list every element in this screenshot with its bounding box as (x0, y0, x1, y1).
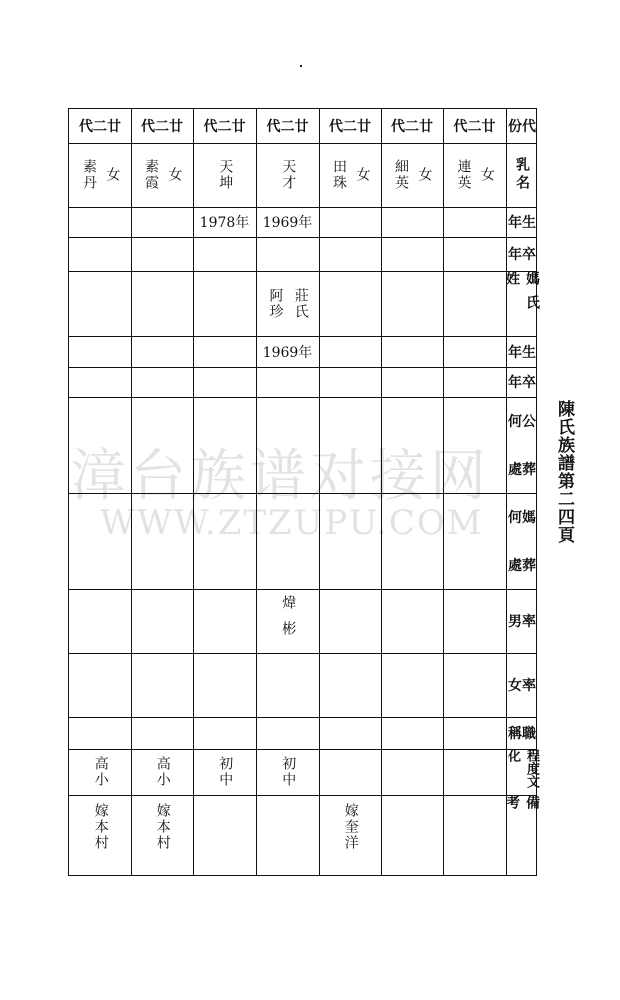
page-side-title: 陳氏族譜第二四頁 (554, 400, 574, 544)
spouse-given: 阿珍 (267, 287, 284, 320)
name-suffix: 女 (416, 167, 433, 183)
name-cell-7 (443, 143, 506, 207)
header-gen-1: 代二廿 (79, 119, 121, 135)
label-sons: 男率 (508, 614, 536, 630)
header-gen-3: 代二廿 (203, 119, 246, 135)
genealogy-table (68, 108, 540, 876)
name-given: 田珠 (331, 159, 347, 191)
spouse-cell (256, 271, 319, 336)
name-cell-6 (381, 143, 443, 207)
label-mother-birth: 年生 (508, 344, 536, 361)
watermark-chinese: 漳台族谱对接网 (70, 444, 490, 509)
speck (300, 65, 302, 67)
name-cell-2 (131, 143, 193, 207)
spouse-surname: 莊氏 (292, 287, 309, 320)
label-remarks: 備考 (504, 795, 540, 837)
name-suffix: 女 (354, 167, 371, 183)
edu-3: 初中 (217, 756, 234, 788)
name-suffix: 女 (104, 167, 121, 183)
note-1: 嫁本村 (92, 803, 109, 851)
note-5: 嫁奎洋 (342, 803, 359, 851)
header-generation-label: 份代 (508, 119, 536, 135)
edu-1: 高小 (92, 756, 109, 788)
label-edu: 程度文化 (505, 749, 539, 788)
header-gen-2: 代二廿 (141, 119, 183, 135)
name-given: 連英 (455, 159, 472, 191)
label-death: 年卒 (508, 247, 536, 263)
edu-2: 高小 (154, 756, 171, 788)
spouse-birth-year: 1969年 (262, 344, 313, 361)
birth-year-4: 1969年 (262, 215, 313, 231)
name-given: 天坤 (217, 159, 234, 191)
label-mother: 媽氏姓 (504, 271, 540, 319)
label-mother-death: 年卒 (508, 375, 536, 391)
edu-4: 初中 (280, 756, 297, 788)
birth-year-3: 1978年 (199, 215, 250, 231)
name-cell-5 (319, 143, 381, 207)
sons-cell: 煒彬 (280, 595, 297, 647)
name-cell-1 (69, 143, 131, 207)
header-gen-7: 代二廿 (453, 119, 496, 135)
label-gong-burial: 何公 處葬 (508, 414, 536, 478)
watermark-url: WWW.ZTZUPU.COM (100, 503, 484, 543)
label-ma-burial: 何媽 處葬 (508, 510, 536, 574)
label-title: 稱職 (508, 726, 536, 742)
name-suffix: 女 (478, 167, 495, 183)
header-gen-5: 代二廿 (329, 119, 371, 135)
name-given: 素霞 (143, 159, 159, 191)
header-gen-4: 代二廿 (266, 119, 309, 135)
label-daughters: 女率 (508, 678, 536, 694)
header-gen-6: 代二廿 (391, 119, 433, 135)
name-cell-4 (256, 143, 319, 207)
label-name: 乳名 (514, 157, 530, 193)
name-given: 天才 (280, 159, 297, 191)
name-given: 素丹 (81, 159, 97, 191)
name-cell-3 (193, 143, 256, 207)
name-suffix: 女 (166, 167, 183, 183)
note-2: 嫁本村 (154, 803, 171, 851)
label-birth: 年生 (508, 215, 536, 231)
name-given: 細英 (393, 159, 409, 191)
